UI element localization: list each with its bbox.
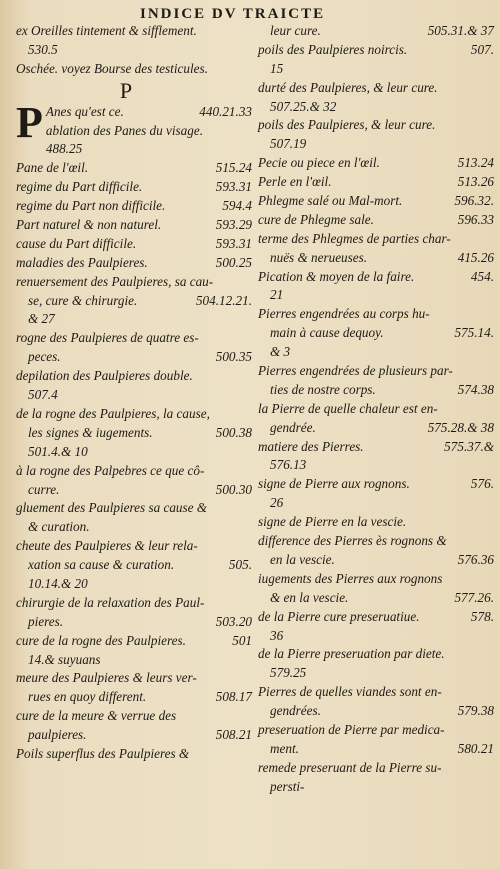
- entry-text: 15: [270, 60, 284, 76]
- entry-reference: 501: [232, 632, 252, 648]
- entry-text: de la rogne des Paulpieres, la cause,: [16, 405, 210, 421]
- entry-text: cure de la meure & verrue des: [16, 708, 177, 724]
- index-entry: [16, 41, 256, 60]
- index-entry: [16, 669, 256, 688]
- index-entry: [16, 537, 256, 556]
- index-entry: [258, 456, 498, 475]
- entry-text: cheute des Paulpieres & leur rela-: [16, 538, 198, 554]
- entry-reference: 576.: [470, 476, 494, 492]
- entry-text: Anes qu'est ce.: [45, 103, 124, 119]
- entry-text: maladies des Paulpieres.: [16, 254, 148, 270]
- entry-text: signe de Pierre aux rognons.: [258, 476, 410, 492]
- index-entry-dropcap: [16, 97, 256, 147]
- index-entry: [16, 216, 256, 235]
- entry-text: curre.: [28, 481, 60, 497]
- entry-text: iugements des Pierres aux rognons: [258, 570, 443, 586]
- entry-text: les signes & iugements.: [28, 424, 153, 440]
- entry-text: matiere des Pierres.: [258, 438, 364, 454]
- entry-text: Pecie ou piece en l'œil.: [258, 155, 380, 171]
- index-entry: [16, 235, 256, 254]
- entry-text: renuersement des Paulpieres, sa cau-: [16, 273, 214, 289]
- entry-text: Pane de l'œil.: [16, 160, 89, 176]
- entry-text: preseruation de Pierre par medica-: [258, 721, 445, 737]
- entry-text: 26: [270, 495, 284, 511]
- index-entry: [258, 249, 498, 268]
- index-entry: [258, 683, 498, 702]
- entry-text: Phlegme salé ou Mal-mort.: [258, 193, 403, 209]
- entry-text: Pication & moyen de la faire.: [258, 268, 415, 284]
- entry-text: peces.: [28, 349, 61, 365]
- entry-text: pieres.: [28, 613, 64, 629]
- index-entry: [16, 178, 256, 197]
- entry-text: main à cause dequoy.: [270, 325, 384, 341]
- index-entry: [16, 745, 256, 764]
- entry-reference: 500.30: [215, 481, 252, 497]
- entry-text: xation sa cause & curation.: [28, 557, 175, 573]
- index-entry: [258, 116, 498, 135]
- entry-text: paulpieres.: [28, 727, 87, 743]
- index-entry: [258, 570, 498, 589]
- index-entry: [16, 575, 256, 594]
- entry-text: 579.25: [270, 665, 307, 681]
- entry-text: gluement des Paulpieres sa cause &: [16, 500, 208, 516]
- entry-reference: 515.24: [215, 160, 252, 176]
- entry-reference: 593.31: [215, 179, 252, 195]
- index-entry: [258, 532, 498, 551]
- index-entry: [16, 273, 256, 292]
- entry-reference: 500.38: [215, 424, 252, 440]
- index-entry: [16, 632, 256, 651]
- entry-text: poils des Paulpieres, & leur cure.: [258, 117, 436, 133]
- index-entry: [258, 702, 498, 721]
- entry-text: ex Oreilles tintement & sifflement.: [16, 23, 197, 38]
- entry-text: en la vescie.: [270, 551, 335, 567]
- entry-text: & en la vescie.: [270, 589, 349, 605]
- index-entry: [258, 324, 498, 343]
- entry-reference: 500.35: [215, 349, 252, 365]
- entry-reference: 578.: [470, 608, 494, 624]
- index-entry: [258, 475, 498, 494]
- entry-reference: 513.24: [457, 155, 494, 171]
- entry-text: nuës & nerueuses.: [270, 249, 368, 265]
- index-entry: [258, 79, 498, 98]
- entry-text: terme des Phlegmes de parties char-: [258, 230, 451, 246]
- index-entry: [258, 173, 498, 192]
- entry-text: signe de Pierre en la vescie.: [258, 514, 407, 530]
- index-entry: [258, 438, 498, 457]
- index-entry: [16, 22, 256, 41]
- entry-text: ment.: [270, 740, 299, 756]
- entry-reference: 505.: [228, 557, 252, 573]
- entry-text: regime du Part non difficile.: [16, 198, 166, 214]
- index-entry: [16, 556, 256, 575]
- drop-cap-letter: P: [16, 97, 43, 147]
- index-entry: [16, 613, 256, 632]
- index-entry: [16, 103, 256, 122]
- entry-text: de la Pierre preseruation par diete.: [258, 646, 445, 662]
- index-entry: [258, 664, 498, 683]
- index-entry: [258, 154, 498, 173]
- running-header: INDICE DV TRAICTE: [140, 6, 326, 22]
- index-entry: [258, 589, 498, 608]
- index-entry: [258, 192, 498, 211]
- index-column-right: [258, 22, 498, 797]
- entry-text: & 27: [28, 311, 55, 327]
- entry-text: 14.& suyuans: [28, 651, 101, 667]
- entry-text: leur cure.: [270, 23, 321, 38]
- entry-text: 10.14.& 20: [28, 575, 88, 591]
- index-entry: [16, 197, 256, 216]
- entry-reference: 500.25: [215, 254, 252, 270]
- index-entry: [16, 254, 256, 273]
- index-entry: [258, 778, 498, 797]
- index-entry: [16, 707, 256, 726]
- entry-text: & curation.: [28, 519, 90, 535]
- entry-reference: 577.26.: [454, 589, 494, 605]
- entry-reference: 508.17: [215, 689, 252, 705]
- entry-reference: 575.14.: [454, 325, 494, 341]
- entry-text: Pierres engendrées de plusieurs par-: [258, 363, 453, 379]
- entry-text: gendrée.: [270, 419, 316, 435]
- entry-text: persti-: [270, 778, 305, 794]
- entry-reference: 504.12.21.: [195, 292, 252, 308]
- entry-text: Pierres de quelles viandes sont en-: [258, 684, 442, 700]
- index-entry: [16, 518, 256, 537]
- index-entry: [258, 494, 498, 513]
- entry-text: & 3: [270, 344, 291, 360]
- index-entry: [16, 60, 256, 79]
- entry-text: difference des Pierres ès rognons &: [258, 533, 447, 549]
- index-entry: [258, 627, 498, 646]
- entry-reference: 596.33: [457, 211, 494, 227]
- index-entry: [16, 651, 256, 670]
- entry-reference: 505.31.& 37: [427, 23, 494, 38]
- index-entry: [16, 367, 256, 386]
- entry-reference: 508.21: [215, 727, 252, 743]
- index-entry: [258, 740, 498, 759]
- entry-reference: 596.32.: [454, 193, 494, 209]
- index-entry: [16, 405, 256, 424]
- entry-text: rogne des Paulpieres de quatre es-: [16, 330, 199, 346]
- entry-text: Oschée. voyez Bourse des testicules.: [16, 60, 208, 76]
- entry-reference: 593.29: [215, 217, 252, 233]
- entry-text: poils des Paulpieres noircis.: [258, 41, 408, 57]
- entry-reference: 575.37.&: [444, 438, 494, 454]
- entry-reference: 594.4: [222, 198, 252, 214]
- index-entry: [16, 386, 256, 405]
- entry-text: se, cure & chirurgie.: [28, 292, 138, 308]
- entry-text: 507.19: [270, 136, 307, 152]
- index-entry: [258, 419, 498, 438]
- index-entry: [258, 135, 498, 154]
- entry-text: gendrées.: [270, 703, 321, 719]
- index-entry: [258, 645, 498, 664]
- entry-text: 530.5: [28, 41, 58, 57]
- entry-text: de la Pierre cure preseruatiue.: [258, 608, 420, 624]
- entry-reference: 440.21.33: [199, 103, 252, 119]
- index-entry: [16, 310, 256, 329]
- index-entry: [258, 759, 498, 778]
- entry-text: Perle en l'œil.: [258, 174, 332, 190]
- entry-reference: 574.38: [457, 381, 494, 397]
- entry-text: 576.13: [270, 457, 307, 473]
- entry-reference: 415.26: [457, 249, 494, 265]
- entry-reference: 513.26: [457, 174, 494, 190]
- index-entry: [16, 140, 256, 159]
- entry-reference: 575.28.& 38: [427, 419, 494, 435]
- entry-text: ties de nostre corps.: [270, 381, 376, 397]
- entry-text: Pierres engendrées au corps hu-: [258, 306, 430, 322]
- entry-text: cause du Part difficile.: [16, 235, 137, 251]
- index-column-left: [16, 22, 256, 764]
- index-entry: [258, 211, 498, 230]
- entry-reference: 576.36: [457, 551, 494, 567]
- index-entry: [258, 608, 498, 627]
- index-entry: [258, 305, 498, 324]
- index-entry: [258, 362, 498, 381]
- entry-text: Part naturel & non naturel.: [16, 217, 162, 233]
- entry-text: Poils superflus des Paulpieres &: [16, 745, 190, 761]
- entry-reference: 507.: [470, 41, 494, 57]
- index-entry: [258, 41, 498, 60]
- entry-text: 36: [270, 627, 284, 643]
- index-entry: [258, 721, 498, 740]
- entry-reference: 503.20: [215, 613, 252, 629]
- index-entry: [258, 400, 498, 419]
- index-entry: [16, 688, 256, 707]
- entry-text: meure des Paulpieres & leurs ver-: [16, 670, 197, 686]
- entry-text: remede preseruant de la Pierre su-: [258, 759, 442, 775]
- entry-text: à la rogne des Palpebres ce que cô-: [16, 462, 205, 478]
- index-entry: [16, 348, 256, 367]
- index-entry: [16, 462, 256, 481]
- index-entry: [16, 292, 256, 311]
- index-entry: [258, 343, 498, 362]
- entry-text: depilation des Paulpieres double.: [16, 368, 193, 384]
- index-entry: [258, 551, 498, 570]
- index-entry: [258, 230, 498, 249]
- index-entry: [16, 481, 256, 500]
- index-entry: [258, 60, 498, 79]
- index-entry: [258, 268, 498, 287]
- index-entry: [16, 424, 256, 443]
- index-entry: [16, 499, 256, 518]
- entry-text: durté des Paulpieres, & leur cure.: [258, 79, 438, 95]
- entry-reference: 579.38: [457, 703, 494, 719]
- index-entry: [16, 443, 256, 462]
- index-entry: [16, 329, 256, 348]
- entry-text: 501.4.& 10: [28, 443, 88, 459]
- index-entry: [16, 159, 256, 178]
- entry-text: cure de Phlegme sale.: [258, 211, 374, 227]
- index-entry: [16, 122, 256, 141]
- entry-reference: 593.31: [215, 235, 252, 251]
- entry-text: regime du Part difficile.: [16, 179, 143, 195]
- entry-text: chirurgie de la relaxation des Paul-: [16, 594, 205, 610]
- entry-text: cure de la rogne des Paulpieres.: [16, 632, 186, 648]
- entry-text: rues en quoy different.: [28, 689, 147, 705]
- entry-text: 488.25: [45, 141, 83, 157]
- index-entry: [258, 381, 498, 400]
- index-entry: [258, 513, 498, 532]
- entry-text: 21: [270, 287, 284, 303]
- section-letter: P: [119, 77, 133, 103]
- entry-reference: 454.: [470, 268, 494, 284]
- entry-reference: 580.21: [457, 740, 494, 756]
- index-entry: [16, 594, 256, 613]
- index-entry: [258, 22, 498, 41]
- entry-text: 507.4: [28, 387, 58, 403]
- index-entry: [258, 98, 498, 117]
- entry-text: ablation des Panes du visage.: [45, 122, 204, 138]
- index-entry: [16, 726, 256, 745]
- entry-text: la Pierre de quelle chaleur est en-: [258, 400, 438, 416]
- index-entry: [258, 286, 498, 305]
- entry-text: 507.25.& 32: [270, 98, 337, 114]
